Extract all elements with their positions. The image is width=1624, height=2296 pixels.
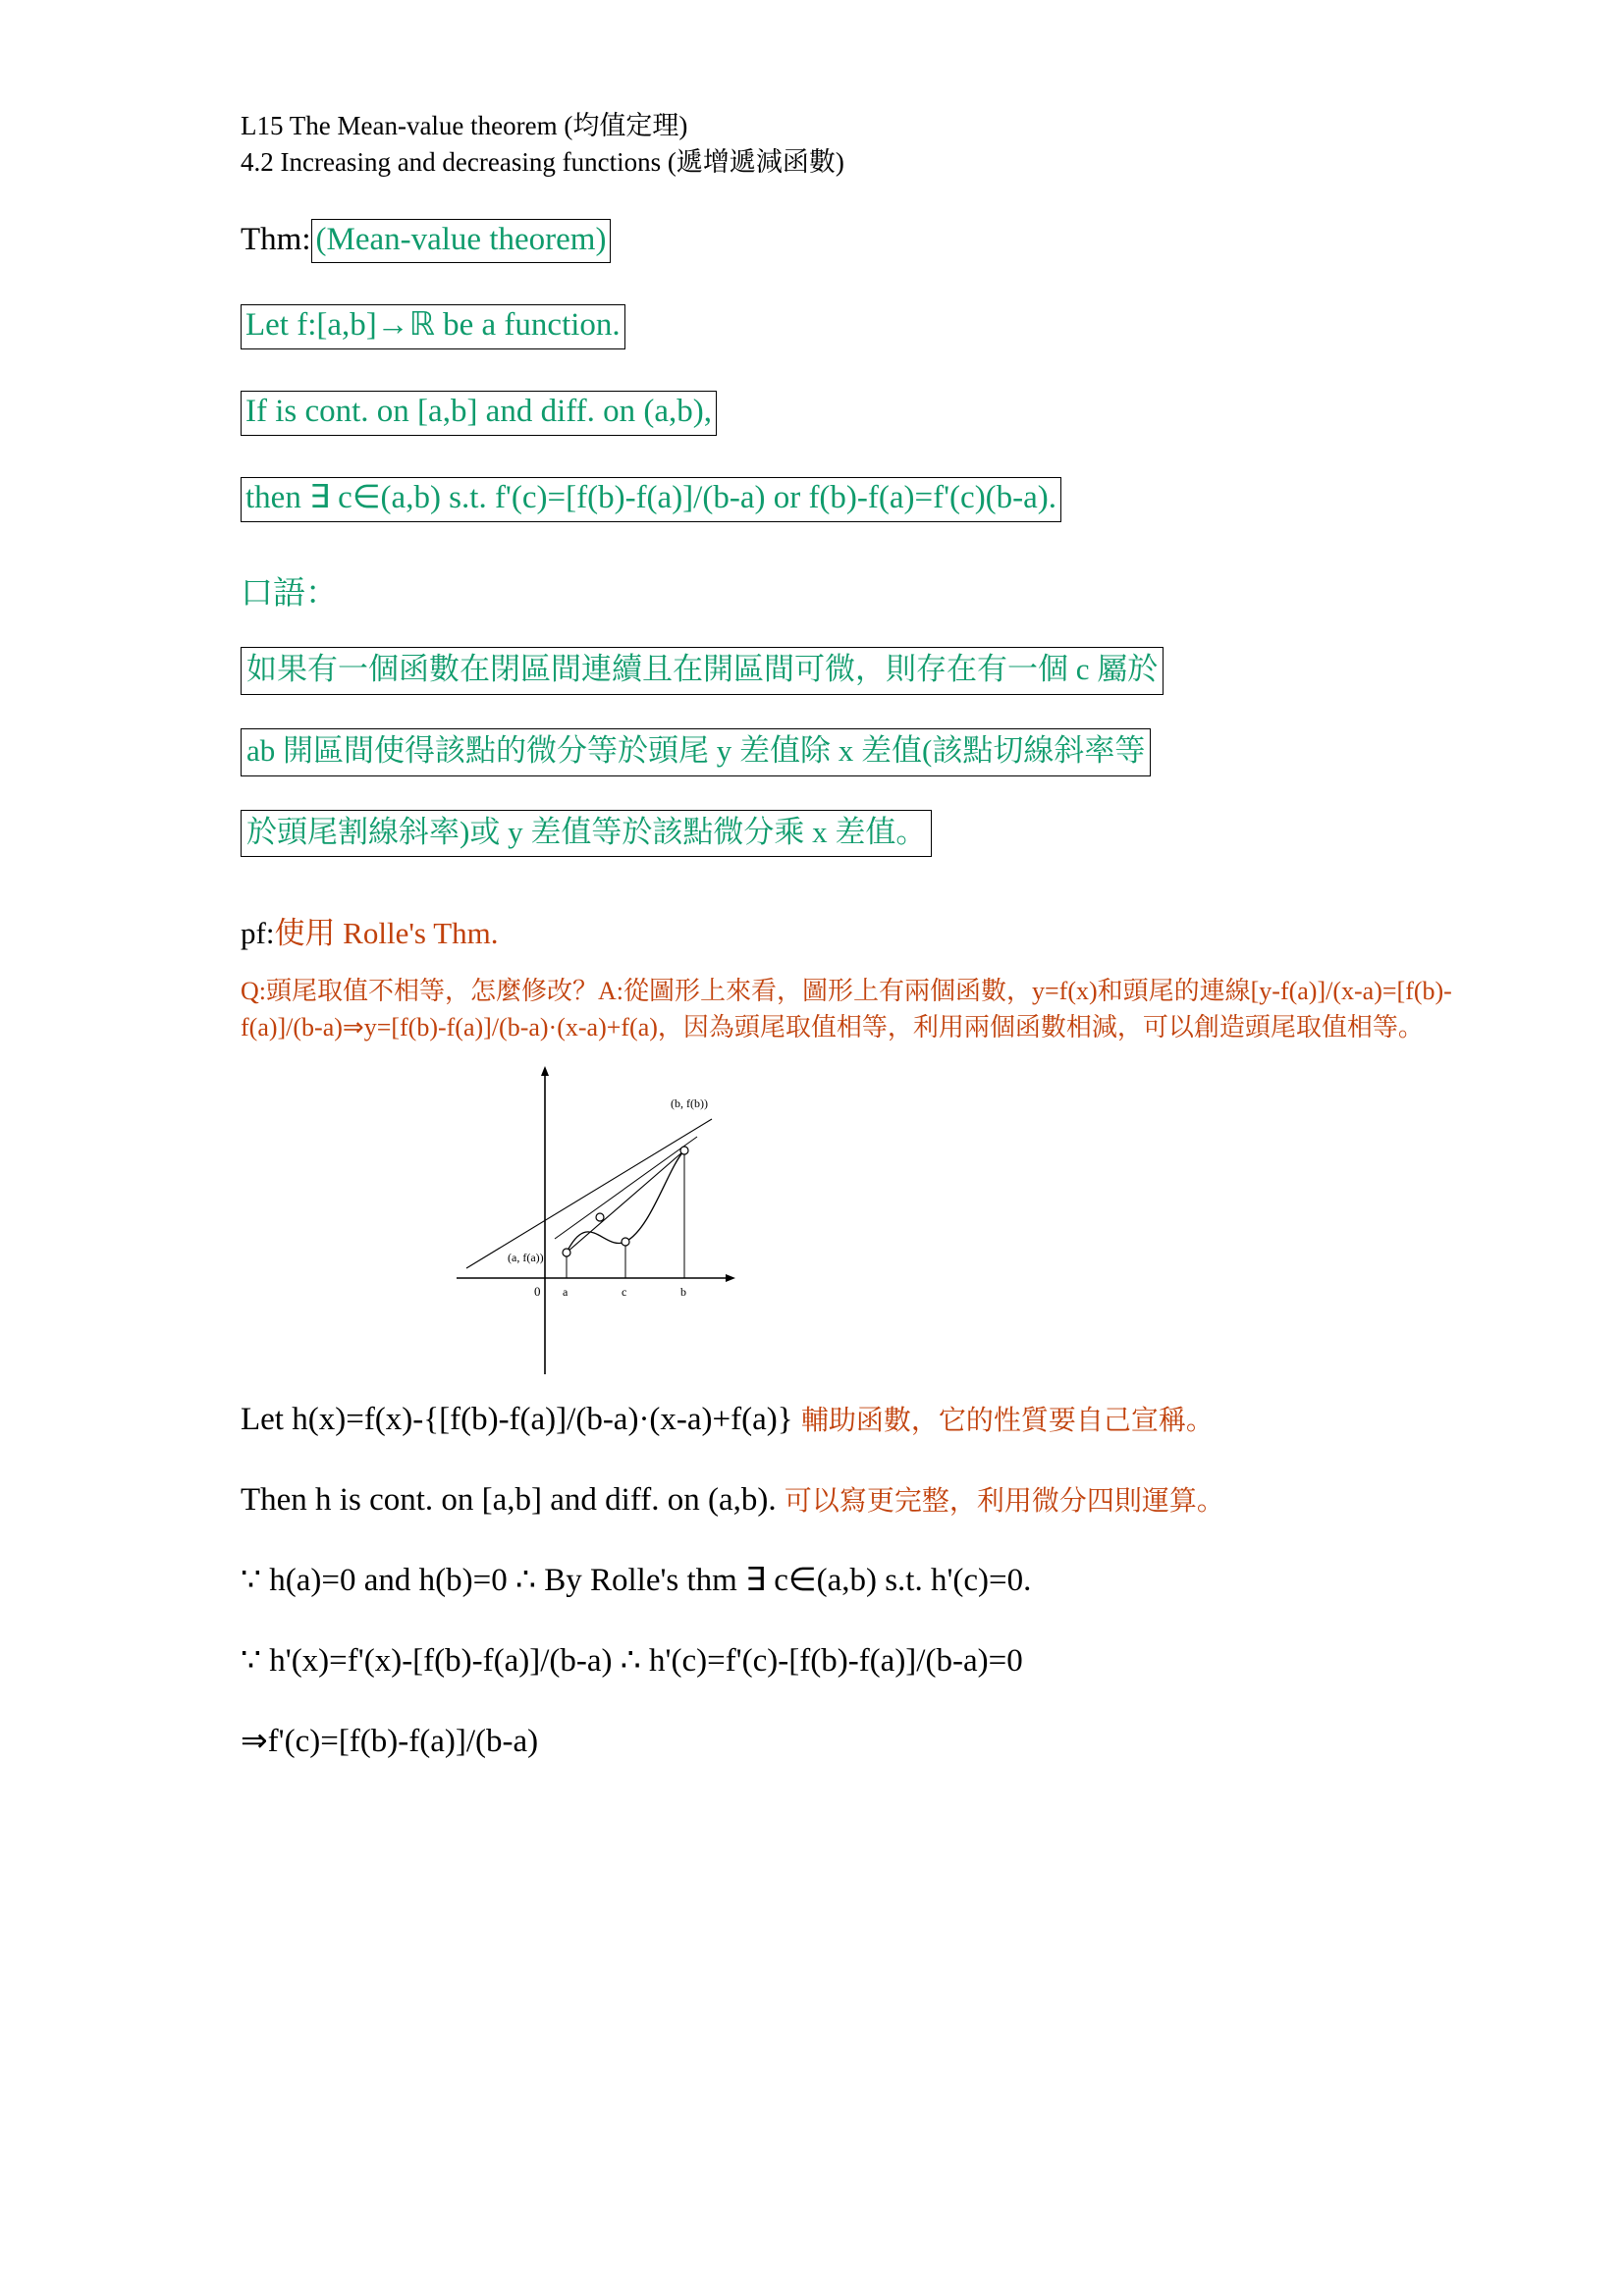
spoken-line-2 xyxy=(241,728,1457,776)
proof-step-2 xyxy=(241,1479,1457,1519)
theorem-statement-1 xyxy=(241,304,1457,349)
theorem-statement-2-text: If is cont. on [a,b] and diff. on (a,b), xyxy=(241,391,717,436)
spoken-line-3 xyxy=(241,810,1457,858)
proof-step-5-main: ⇒f'(c)=[f(b)-f(a)]/(b-a) xyxy=(241,1723,539,1759)
figure-origin: 0 xyxy=(534,1283,541,1299)
spoken-line-1 xyxy=(241,647,1457,695)
proof-step-5 xyxy=(241,1721,1457,1760)
theorem-label: Thm: xyxy=(241,221,311,257)
proof-line xyxy=(241,908,1457,952)
proof-qa: Q:頭尾取值不相等，怎麼修改？A:從圖形上來看，圖形上有兩個函數，y=f(x)和頭尾的連線[y-f(a)]/(x-a)=[f(b)-f(a)]/(b-a)⇒y=[f(b)-f(a)]/(b-a)·(x-a)+f(a)，因為頭尾取值相等，利用兩個函數相減，可以創造頭尾取值相等。 xyxy=(241,977,1452,1042)
proof-label: pf: xyxy=(241,916,275,951)
proof-step-2-main: Then h is cont. on [a,b] and diff. on (a,b). xyxy=(241,1481,777,1518)
proof-step-3-main: ∵ h(a)=0 and h(b)=0 ∴ By Rolle's thm ∃ c∈(a,b) s.t. h'(c)=0. xyxy=(241,1562,1032,1598)
theorem-statement-1-text: Let f:[a,b]→ℝ be a function. xyxy=(241,304,625,349)
header-line-2: 4.2 Increasing and decreasing functions (遞增遞減函數) xyxy=(241,147,844,178)
spoken-line-2-text: ab 開區間使得該點的微分等於頭尾 y 差值除 x 差值(該點切線斜率等 xyxy=(241,728,1151,776)
figure-tick-c: c xyxy=(622,1284,627,1299)
proof-step-2-note: 可以寫更完整，利用微分四則運算。 xyxy=(784,1485,1224,1517)
header-line-1: L15 The Mean-value theorem (均值定理) xyxy=(241,111,688,140)
figure-label-b: (b, f(b)) xyxy=(671,1095,708,1110)
proof-method: 使用 Rolle's Thm. xyxy=(274,916,499,951)
proof-step-3 xyxy=(241,1560,1457,1599)
theorem-title: (Mean-value theorem) xyxy=(311,219,612,264)
figure-tick-a: a xyxy=(563,1284,568,1299)
mvt-figure xyxy=(417,1060,1457,1389)
proof-step-4 xyxy=(241,1640,1457,1680)
proof-step-1 xyxy=(241,1399,1457,1438)
spoken-line-1-text: 如果有一個函數在閉區間連續且在開區間可微，則存在有一個 c 屬於 xyxy=(241,647,1164,695)
proof-step-1-note: 輔助函數，它的性質要自己宣稱。 xyxy=(800,1405,1214,1436)
theorem-statement-2 xyxy=(241,391,1457,436)
mvt-diagram-svg xyxy=(417,1060,830,1384)
theorem-statement-3 xyxy=(241,477,1457,522)
theorem-title-line xyxy=(241,219,1457,264)
spoken-label: 口語： xyxy=(241,576,338,613)
theorem-statement-3-text: then ∃ c∈(a,b) s.t. f'(c)=[f(b)-f(a)]/(b-a) or f(b)-f(a)=f'(c)(b-a). xyxy=(241,477,1061,522)
proof-step-4-main: ∵ h'(x)=f'(x)-[f(b)-f(a)]/(b-a) ∴ h'(c)=f'(c)-[f(b)-f(a)]/(b-a)=0 xyxy=(241,1642,1023,1679)
figure-tick-b: b xyxy=(680,1284,686,1299)
proof-step-1-main: Let h(x)=f(x)-{[f(b)-f(a)]/(b-a)·(x-a)+f(a)} xyxy=(241,1401,793,1437)
spoken-line-3-text: 於頭尾割線斜率)或 y 差值等於該點微分乘 x 差值。 xyxy=(241,810,932,858)
figure-label-a: (a, f(a)) xyxy=(508,1250,544,1264)
